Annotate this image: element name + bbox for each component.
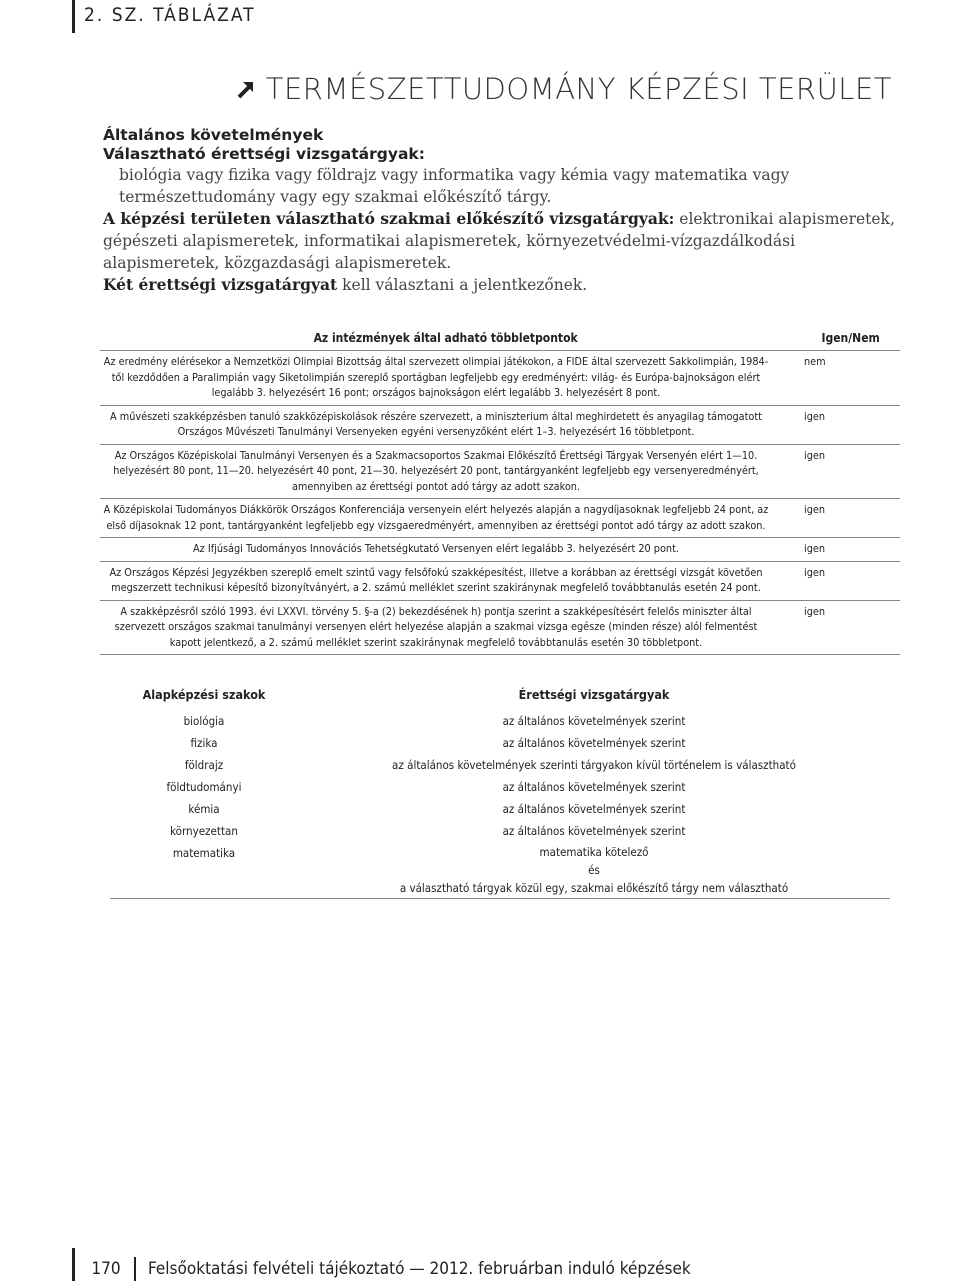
vocational-paragraph [103, 208, 895, 274]
program-name: matematika [172, 846, 236, 860]
bonus-text: Az Ifjúsági Tudományos Innovációs Tehetségkutató Versenyen elért legalább 3. helyezésért 20 pont. [193, 542, 679, 555]
choose-paragraph [103, 274, 895, 296]
bonus-header-right: Igen/Nem [821, 331, 880, 345]
bonus-text: A Középiskolai Tudományos Diákkörök Országos Konferenciája versenyein elért helyezés alapján a nagydíjasoknak legfeljebb 24 pont, az első díjasoknak 12 pont, tantárgyanként legfeljebb egy vizsgaeredményért, amennyiben az érettségi pontot adó tárgy az adott szakon. [103, 503, 769, 532]
bonus-points-table [100, 326, 900, 655]
bonus-value: nem [804, 355, 826, 368]
exam-requirement: az általános követelmények szerinti tárgyakon kívül történelem is választható [392, 758, 796, 772]
section-tag: 2. SZ. TÁBLÁZAT [84, 4, 256, 26]
area-title-text: TERMÉSZETTUDOMÁNY KÉPZÉSI TERÜLET [265, 72, 892, 106]
subjects-header-right: Érettségi vizsgatárgyak [518, 686, 670, 702]
program-name: fizika [190, 736, 218, 750]
table-row [100, 444, 900, 499]
exam-requirement [298, 842, 890, 896]
table-row [110, 820, 890, 842]
bonus-value: igen [804, 409, 826, 423]
exam-requirement: az általános követelmények szerint [502, 714, 686, 728]
table-row [100, 537, 900, 561]
general-requirements [103, 126, 895, 296]
requirements-heading: Általános követelmények [103, 126, 324, 144]
bonus-text: A művészeti szakképzésben tanuló szakközépiskolások részére szervezett, a miniszterium által meghirdetett és anyagilag támogatott Országos Művészeti Tanulmányi Versenyeken egyéni versenyzőként elért 1–3. helyezésért 16 többletpont. [110, 409, 762, 438]
choose-label: Két érettségi vizsgatárgyat [103, 275, 338, 294]
program-name: környezettan [170, 824, 238, 838]
table-bottom-rule [110, 898, 890, 899]
exam-requirement-line: és [588, 863, 600, 877]
bottom-rule [72, 1248, 75, 1281]
table-row [100, 498, 900, 537]
elective-label: Választható érettségi vizsgatárgyak: [103, 145, 425, 163]
program-name: földrajz [184, 758, 224, 772]
bonus-text: Az Országos Középiskolai Tanulmányi Versenyen és a Szakmacsoportos Szakmai Előkészítő Érettségi Tárgyak Versenyén elért 1—10. helyezésért 80 pont, 11—20. helyezésért 40 pont, 21—30. helyezésért 20 pont, tantárgyanként legfeljebb egy versenyeredményért, amennyiben az érettségi pontot adó tárgy az adott szakon. [113, 448, 759, 493]
program-name: kémia [188, 802, 220, 816]
vocational-label: A képzési területen választható szakmai előkészítő vizsgatárgyak: [103, 209, 675, 228]
table-row [100, 350, 900, 405]
bonus-value: igen [804, 503, 826, 516]
table-row [110, 710, 890, 732]
program-name: földtudományi [166, 780, 242, 794]
elective-text: biológia vagy fizika vagy földrajz vagy informatika vagy kémia vagy matematika vagy természettudomány vagy egy szakmai előkészítő tárgy. [119, 166, 790, 206]
table-row [110, 776, 890, 798]
exam-requirement-line: matematika kötelező [539, 845, 649, 859]
arrow-up-right-icon [236, 79, 256, 99]
exam-requirement: az általános követelmények szerint [502, 780, 686, 794]
choose-text: kell választani a jelentkezőnek. [337, 276, 588, 294]
bonus-value: igen [804, 448, 826, 462]
table-row [110, 842, 890, 896]
bonus-text: A szakképzésről szóló 1993. évi LXXVI. törvény 5. §-a (2) bekezdésének h) pontja szerint a szakképesítésért felelős miniszter által szervezett országos szakmai tanulmányi versenyen elért helyezése alapján a szakmai vizsga egésze (minden része) alól felmentést kapott jelentkező, a 2. számú melléklet szerint szakiránynak megfelelő továbbtanulás esetén 30 többletpont. [114, 604, 758, 649]
exam-requirement: az általános követelmények szerint [502, 736, 686, 750]
exam-requirement: az általános követelmények szerint [502, 802, 686, 816]
vocational-text: elektronikai alapismeretek, gépészeti alapismeretek, informatikai alapismeretek, környezetvédelmi-vízgazdálkodási alapismeretek, közgazdasági alapismeretek. [103, 210, 895, 272]
program-name: biológia [183, 714, 225, 728]
exam-requirement: az általános követelmények szerint [502, 824, 686, 838]
footer-separator [134, 1257, 136, 1281]
table-row [100, 600, 900, 655]
subjects-header [110, 678, 890, 710]
bonus-text: Az Országos Képzési Jegyzékben szereplő emelt szintű vagy felsőfokú szakképesítést, illetve a korábban az érettségi vizsgát követően megszerzett technikusi képesítő bizonyítványért, a 2. számú melléklet szerint szakiránynak megfelelő továbbtanulás esetén 24 pont. [109, 565, 763, 594]
table-row [110, 798, 890, 820]
bonus-value: igen [804, 565, 826, 579]
bonus-header-left: Az intézmények által adható többletpontok [313, 331, 578, 345]
table-row [110, 754, 890, 776]
area-title [236, 72, 892, 106]
table-row [110, 732, 890, 754]
bonus-points-header [100, 326, 900, 350]
bonus-value: igen [804, 604, 826, 618]
exam-requirement-line: a választható tárgyak közül egy, szakmai előkészítő tárgy nem választható [399, 881, 789, 895]
table-row [100, 561, 900, 600]
bonus-text: Az eredmény elérésekor a Nemzetközi Olimpiai Bizottság által szervezett olimpiai játékokon, a FIDE által szervezett Sakkolimpián, 1984-től kezdődően a Paralimpián vagy Siketolimpián szereplő sportágban legfeljebb egy eredményért: világ- és Európa-bajnokságon elért legalább 3. helyezésért 16 pont; országos bajnokságon elért legalább 3. helyezésért 8 pont. [103, 355, 769, 399]
footer-title: Felsőoktatási felvételi tájékoztató — 2012. februárban induló képzések [148, 1259, 691, 1279]
table-bottom-rule [100, 654, 900, 655]
page-footer [84, 1258, 691, 1280]
subjects-table [110, 678, 890, 899]
subjects-header-left: Alapképzési szakok [142, 686, 266, 702]
page-number: 170 [91, 1259, 121, 1279]
table-row [100, 405, 900, 444]
top-rule [72, 0, 75, 33]
bonus-value: igen [804, 542, 826, 555]
